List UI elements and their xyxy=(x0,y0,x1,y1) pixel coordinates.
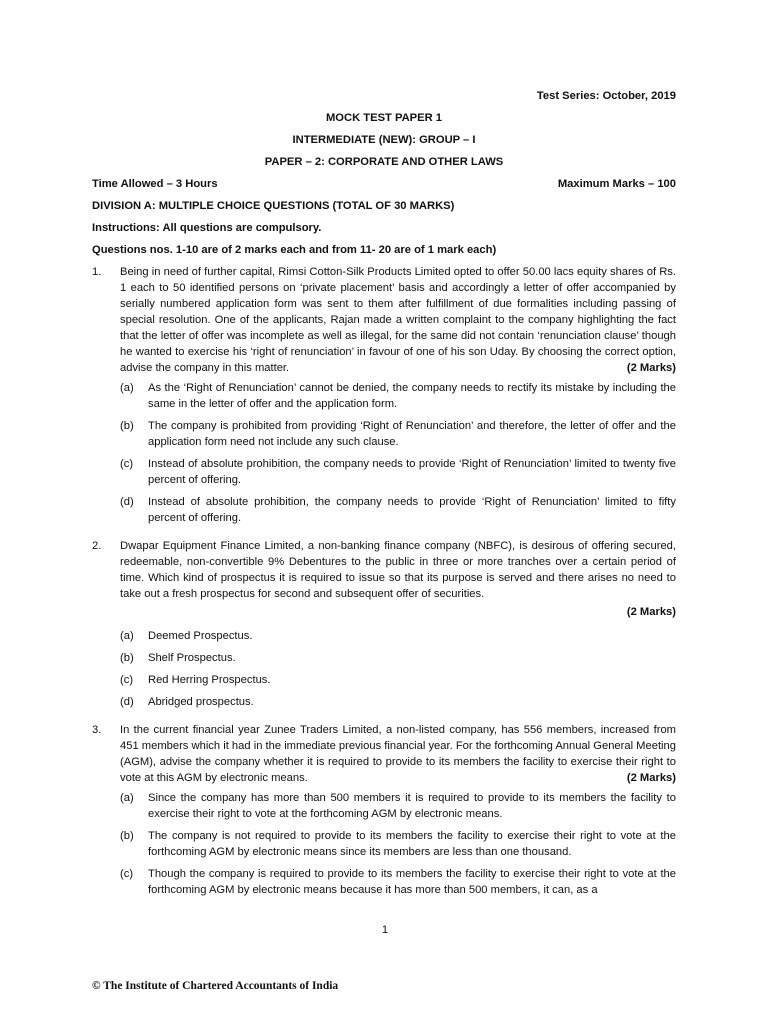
option-b xyxy=(120,828,676,860)
option-label: (a) xyxy=(120,630,134,642)
option-label: (c) xyxy=(120,674,134,686)
option-label: (d) xyxy=(120,696,134,708)
question-number: 3. xyxy=(92,724,102,736)
option-a xyxy=(120,380,676,412)
test-series: Test Series: October, 2019 xyxy=(536,90,676,102)
option-text: Shelf Prospectus. xyxy=(148,652,236,664)
time-allowed: Time Allowed – 3 Hours xyxy=(92,178,218,190)
question-2 xyxy=(92,538,676,716)
marks-note: Questions nos. 1-10 are of 2 marks each and from 11- 20 are of 1 mark each) xyxy=(92,244,497,256)
option-text: Instead of absolute prohibition, the company needs to provide ‘Right of Renunciation’ limited to twenty five percent of offering. xyxy=(148,458,676,486)
paper-name: PAPER – 2: CORPORATE AND OTHER LAWS xyxy=(264,156,504,168)
option-text: Since the company has more than 500 members it is required to provide to its members the facility to exercise their right to vote at the forthcoming AGM by electronic means. xyxy=(148,792,676,820)
option-c xyxy=(120,866,676,898)
question-1 xyxy=(92,264,676,532)
question-number: 1. xyxy=(92,266,102,278)
question-number: 2. xyxy=(92,540,102,552)
option-label: (b) xyxy=(120,652,134,664)
option-label: (a) xyxy=(120,382,134,394)
paper-title: MOCK TEST PAPER 1 xyxy=(325,112,443,124)
option-label: (c) xyxy=(120,458,134,470)
question-text xyxy=(120,264,676,376)
instructions: Instructions: All questions are compulsory. xyxy=(92,222,322,234)
question-body xyxy=(120,538,676,716)
option-b xyxy=(120,418,676,450)
option-text: The company is prohibited from providing ‘Right of Renunciation’ and therefore, the letter of offer and the application form need not include any such clause. xyxy=(148,420,676,448)
option-a xyxy=(120,790,676,822)
option-text: Deemed Prospectus. xyxy=(148,630,253,642)
option-text: The company is not required to provide to its members the facility to exercise their right to vote at the forthcoming AGM by electronic means since its members are less than one thousand. xyxy=(148,830,676,858)
level-title: INTERMEDIATE (NEW): GROUP – I xyxy=(292,134,476,146)
question-text: Dwapar Equipment Finance Limited, a non-banking finance company (NBFC), is desirous of offering secured, redeemable, non-convertible 9% Debentures to the public in three or more tranches over a certain period of time. Which kind of prospectus it is required to issue so that its purpose is served and there arises no need to take out a fresh prospectus for second and subsequent offer of securities. xyxy=(120,540,676,600)
option-label: (d) xyxy=(120,496,134,508)
division-heading: DIVISION A: MULTIPLE CHOICE QUESTIONS (TOTAL OF 30 MARKS) xyxy=(92,200,455,212)
question-text-content: Being in need of further capital, Rimsi Cotton-Silk Products Limited opted to offer 50.00 lacs equity shares of Rs. 1 each to 50 identified persons on ‘private placement’ basis and accordingly a letter of offer accompanied by serially numbered application form was sent to them after fulfillment of due formalities including passing of special resolution. One of the applicants, Rajan made a written complaint to the company highlighting the fact that the letter of offer was incomplete as well as illegal, for the same did not contain ‘renunciation clause’ though he wanted to exercise his ‘right of renunciation’ in favour of one of his son Uday. By choosing the correct option, advise the company in this matter. xyxy=(120,266,676,374)
question-text-content: In the current financial year Zunee Traders Limited, a non-listed company, has 556 members, increased from 451 members which it had in the immediate previous financial year. For the forthcoming Annual General Meeting (AGM), advise the company whether it is required to provide to its members the facility to exercise their right to vote at this AGM by electronic means. xyxy=(120,724,676,784)
option-text: As the ‘Right of Renunciation’ cannot be denied, the company needs to rectify its mistake by including the same in the letter of offer and the application form. xyxy=(148,382,676,410)
option-label: (b) xyxy=(120,420,134,432)
question-marks: (2 Marks) xyxy=(626,362,676,374)
maximum-marks: Maximum Marks – 100 xyxy=(557,178,676,190)
option-c xyxy=(120,456,676,488)
option-d xyxy=(120,494,676,526)
option-label: (a) xyxy=(120,792,134,804)
option-text: Though the company is required to provide to its members the facility to exercise their right to vote at the forthcoming AGM by electronic means because it has more than 500 members, it can, as a xyxy=(148,868,676,896)
question-body xyxy=(120,264,676,532)
option-text: Abridged prospectus. xyxy=(148,696,254,708)
option-a xyxy=(120,628,676,644)
option-c xyxy=(120,672,676,688)
page-number: 1 xyxy=(381,924,389,936)
page-content xyxy=(92,88,676,904)
question-marks: (2 Marks) xyxy=(626,772,676,784)
question-text xyxy=(120,722,676,786)
footer-copyright: © The Institute of Chartered Accountants of India xyxy=(92,980,339,992)
option-label: (b) xyxy=(120,830,134,842)
option-label: (c) xyxy=(120,868,134,880)
question-body xyxy=(120,722,676,904)
question-marks: (2 Marks) xyxy=(626,606,676,618)
option-d xyxy=(120,694,676,710)
option-text: Instead of absolute prohibition, the company needs to provide ‘Right of Renunciation’ limited to fifty percent of offering. xyxy=(148,496,676,524)
option-b xyxy=(120,650,676,666)
time-marks-row xyxy=(92,176,676,192)
option-text: Red Herring Prospectus. xyxy=(148,674,271,686)
question-3 xyxy=(92,722,676,904)
